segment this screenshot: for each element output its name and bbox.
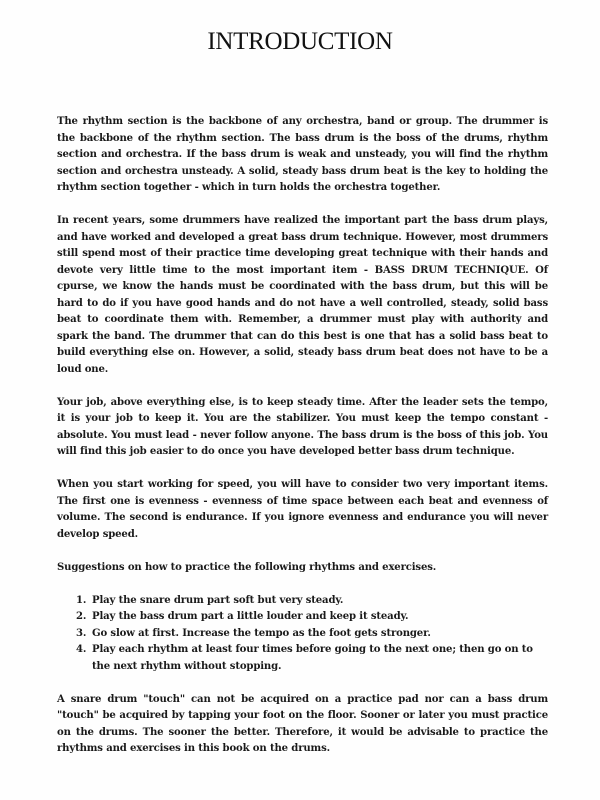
list-item bbox=[76, 642, 548, 675]
document-body bbox=[57, 114, 548, 774]
list-text: Play the snare drum part soft but very steady. bbox=[92, 594, 344, 606]
paragraph-bass-drum-technique: In recent years, some drummers have realized the important part the bass drum plays, and have worked and developed a great bass drum technique. However, most drummers still spend most of their practice time developing great technique with their hands and devote very little time to the most important item - BASS DRUM TECHNIQUE. Of cpurse, we know the hands must be coordinated with the bass drum, but this will be hard to do if you have good hands and do not have a well controlled, steady, solid bass beat to coordinate them with. Remember, a drummer must play with authority and spark the band. The drummer that can do this best is one that has a solid bass beat to build everything else on. However, a solid, steady bass drum beat does not have to be a loud one. bbox=[57, 215, 548, 375]
list-number: 4. bbox=[76, 644, 87, 655]
paragraph-practice-on-drums: A snare drum "touch" can not be acquired on a practice pad nor can a bass drum "touch" be acquired by tapping your foot on the floor. Sooner or later you must practice on the drums. The sooner the better. Therefore, it would be advisable to practice the rhythms and exercises in this book on the drums. bbox=[57, 693, 548, 754]
list-item bbox=[76, 626, 548, 643]
list-item bbox=[76, 593, 548, 610]
list-number: 1. bbox=[76, 594, 87, 606]
list-text: Go slow at first. Increase the tempo as the foot gets stronger. bbox=[92, 627, 431, 639]
suggestions-list bbox=[57, 593, 548, 676]
paragraph-rhythm-section: The rhythm section is the backbone of any orchestra, band or group. The drummer is the backbone of the rhythm section. The bass drum is the boss of the drums, rhythm section and orchestra. If the bass drum is weak and unsteady, you will find the rhythm section and orchestra unsteady. A solid, steady bass drum beat is the key to holding the rhythm section together - which in turn holds the orchestra together. bbox=[57, 116, 548, 193]
page-title: INTRODUCTION bbox=[207, 28, 393, 55]
paragraph-steady-time: Your job, above everything else, is to keep steady time. After the leader sets the tempo, it is your job to keep it. You are the stabilizer. You must keep the tempo constant - absolute. You must lead - never follow anyone. The bass drum is the boss of this job. You will find this job easier to do once you have developed better bass drum technique. bbox=[57, 396, 548, 457]
list-number: 3. bbox=[76, 627, 87, 639]
list-number: 2. bbox=[76, 611, 87, 622]
paragraph-suggestions-intro: Suggestions on how to practice the following rhythms and exercises. bbox=[57, 561, 437, 573]
paragraph-speed: When you start working for speed, you will have to consider two very important items. The first one is evenness - evenness of time space between each beat and evenness of volume. The second is endurance. If you ignore evenness and endurance you will never develop speed. bbox=[57, 479, 548, 540]
list-text: Play the bass drum part a little louder and keep it steady. bbox=[92, 611, 409, 622]
list-text: Play each rhythm at least four times before going to the next one; then go on to the next rhythm without stopping. bbox=[92, 644, 533, 672]
list-item bbox=[76, 609, 548, 626]
